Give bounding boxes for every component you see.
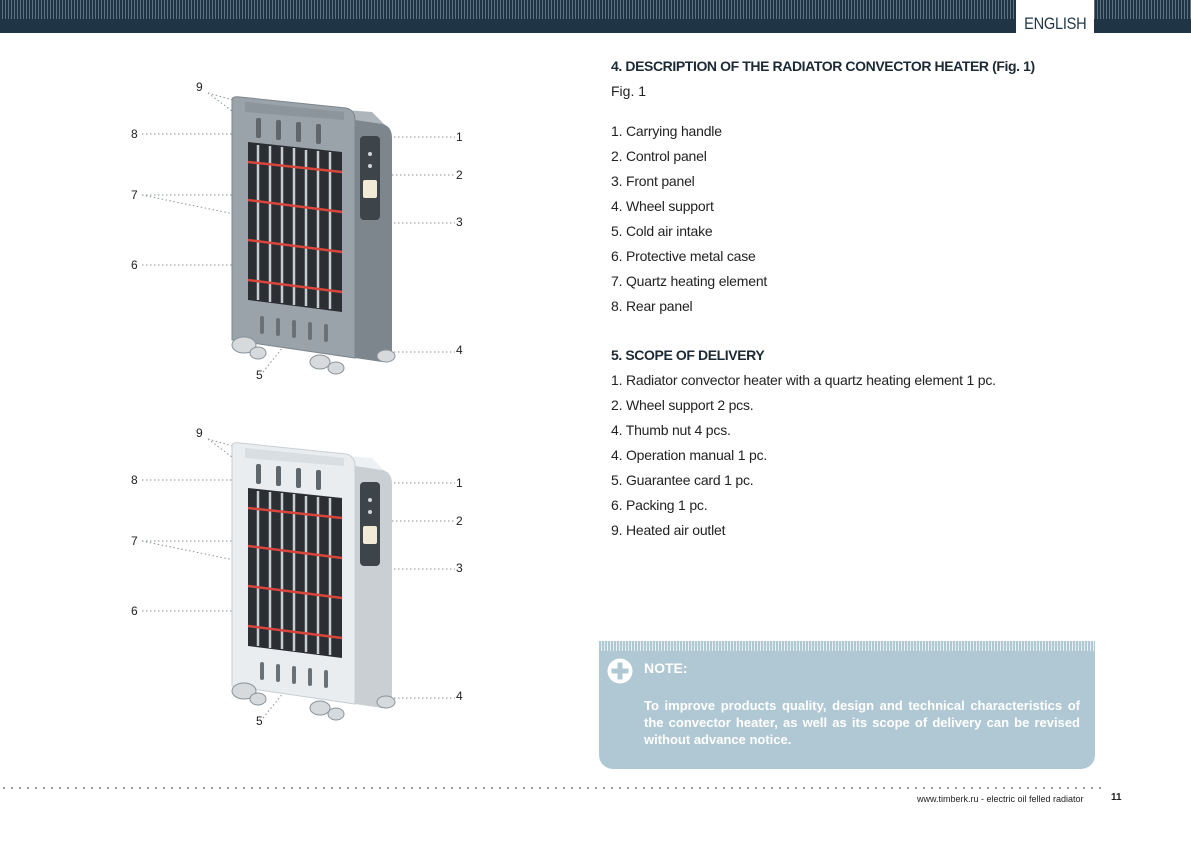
callout-2: 2	[456, 168, 463, 182]
list-item: 3. Front panel	[611, 173, 695, 189]
list-item: 9. Heated air outlet	[611, 522, 726, 538]
list-item: 6. Protective metal case	[611, 248, 756, 264]
list-item: 4. Thumb nut 4 pcs.	[611, 422, 731, 438]
heater-figure-grey	[110, 80, 490, 390]
callout-5: 5	[256, 714, 263, 728]
callout-1: 1	[456, 130, 463, 144]
callout-1: 1	[456, 476, 463, 490]
heater-illustration	[110, 436, 490, 736]
callout-9: 9	[196, 80, 203, 94]
callout-6: 6	[131, 604, 138, 618]
callout-9: 9	[196, 426, 203, 440]
plus-icon	[607, 658, 633, 684]
section-5-title: 5. SCOPE OF DELIVERY	[611, 347, 765, 363]
list-item: 8. Rear panel	[611, 298, 693, 314]
delivery-list	[611, 368, 996, 543]
footer-divider	[0, 787, 1105, 789]
list-item: 2. Control panel	[611, 148, 707, 164]
language-tab	[1016, 0, 1094, 36]
header-bar	[0, 0, 1191, 33]
section-4-title: 4. DESCRIPTION OF THE RADIATOR CONVECTOR HEATER (Fig. 1)	[611, 58, 1035, 74]
callout-5: 5	[256, 368, 263, 382]
description-list	[611, 119, 767, 319]
callout-8: 8	[131, 473, 138, 487]
fig-label: Fig. 1	[611, 83, 647, 99]
footer-url: www.timberk.ru - electric oil felled radiator	[917, 794, 1084, 804]
callout-4: 4	[456, 689, 463, 703]
list-item: 1. Carrying handle	[611, 123, 722, 139]
callout-2: 2	[456, 514, 463, 528]
list-item: 4. Wheel support	[611, 198, 714, 214]
callout-8: 8	[131, 127, 138, 141]
heater-illustration	[110, 90, 490, 390]
callout-7: 7	[131, 534, 138, 548]
list-item: 7. Quartz heating element	[611, 273, 768, 289]
page-number: 11	[1111, 792, 1122, 803]
list-item: 5. Cold air intake	[611, 223, 713, 239]
callout-7: 7	[131, 188, 138, 202]
note-title: NOTE:	[644, 660, 688, 676]
language-label: ENGLISH	[1023, 14, 1087, 33]
callout-3: 3	[456, 561, 463, 575]
list-item: 1. Radiator convector heater with a quartz heating element 1 pc.	[611, 372, 996, 388]
callout-4: 4	[456, 343, 463, 357]
list-item: 4. Operation manual 1 pc.	[611, 447, 768, 463]
list-item: 2. Wheel support 2 pcs.	[611, 397, 754, 413]
note-box	[599, 641, 1095, 769]
note-text: To improve products quality, design and technical characteristics of the convector heater, as well as its scope of delivery can be revised without advance notice.	[644, 698, 1080, 747]
callout-3: 3	[456, 215, 463, 229]
heater-figure-white	[110, 426, 490, 736]
callout-6: 6	[131, 258, 138, 272]
list-item: 5. Guarantee card 1 pc.	[611, 472, 754, 488]
list-item: 6. Packing 1 pc.	[611, 497, 708, 513]
